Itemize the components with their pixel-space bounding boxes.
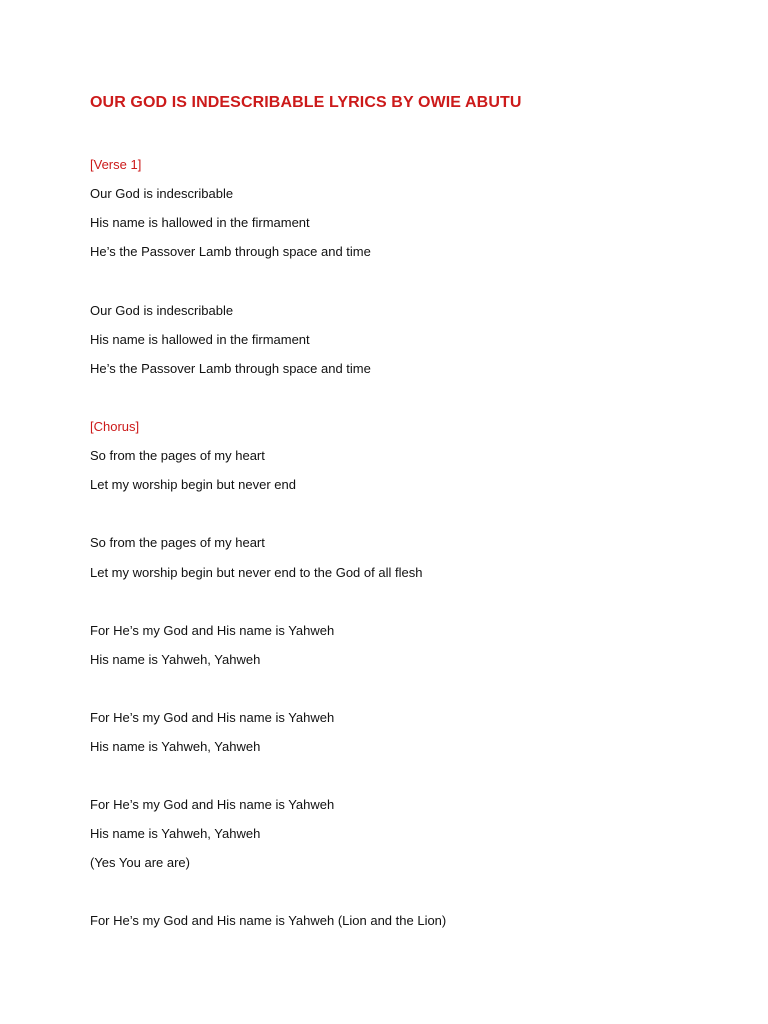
lyric-line: Let my worship begin but never end to the God of all flesh [90,565,423,580]
lyric-line: His name is Yahweh, Yahweh [90,826,261,841]
lyric-line: He’s the Passover Lamb through space and time [90,244,371,259]
lyric-line: Our God is indescribable [90,303,234,318]
lyric-line: His name is hallowed in the firmament [90,215,310,230]
lyric-line: For He’s my God and His name is Yahweh (Lion and the Lion) [90,913,447,928]
lyric-line: His name is hallowed in the firmament [90,332,310,347]
lyric-line: So from the pages of my heart [90,535,265,550]
lyric-line: His name is Yahweh, Yahweh [90,739,261,754]
section-label-chorus: [Chorus] [90,419,140,434]
lyric-line: For He’s my God and His name is Yahweh [90,623,335,638]
lyric-line: His name is Yahweh, Yahweh [90,652,261,667]
lyric-line: Our God is indescribable [90,186,234,201]
document-title: OUR GOD IS INDESCRIBABLE LYRICS BY OWIE ABUTU [90,94,522,111]
lyric-line: For He’s my God and His name is Yahweh [90,710,335,725]
section-label-verse: [Verse 1] [90,157,142,172]
lyric-line: He’s the Passover Lamb through space and time [90,361,371,376]
lyric-line: (Yes You are are) [90,855,190,870]
lyric-line: Let my worship begin but never end [90,477,296,492]
lyric-line: So from the pages of my heart [90,448,265,463]
lyric-line: For He’s my God and His name is Yahweh [90,797,335,812]
